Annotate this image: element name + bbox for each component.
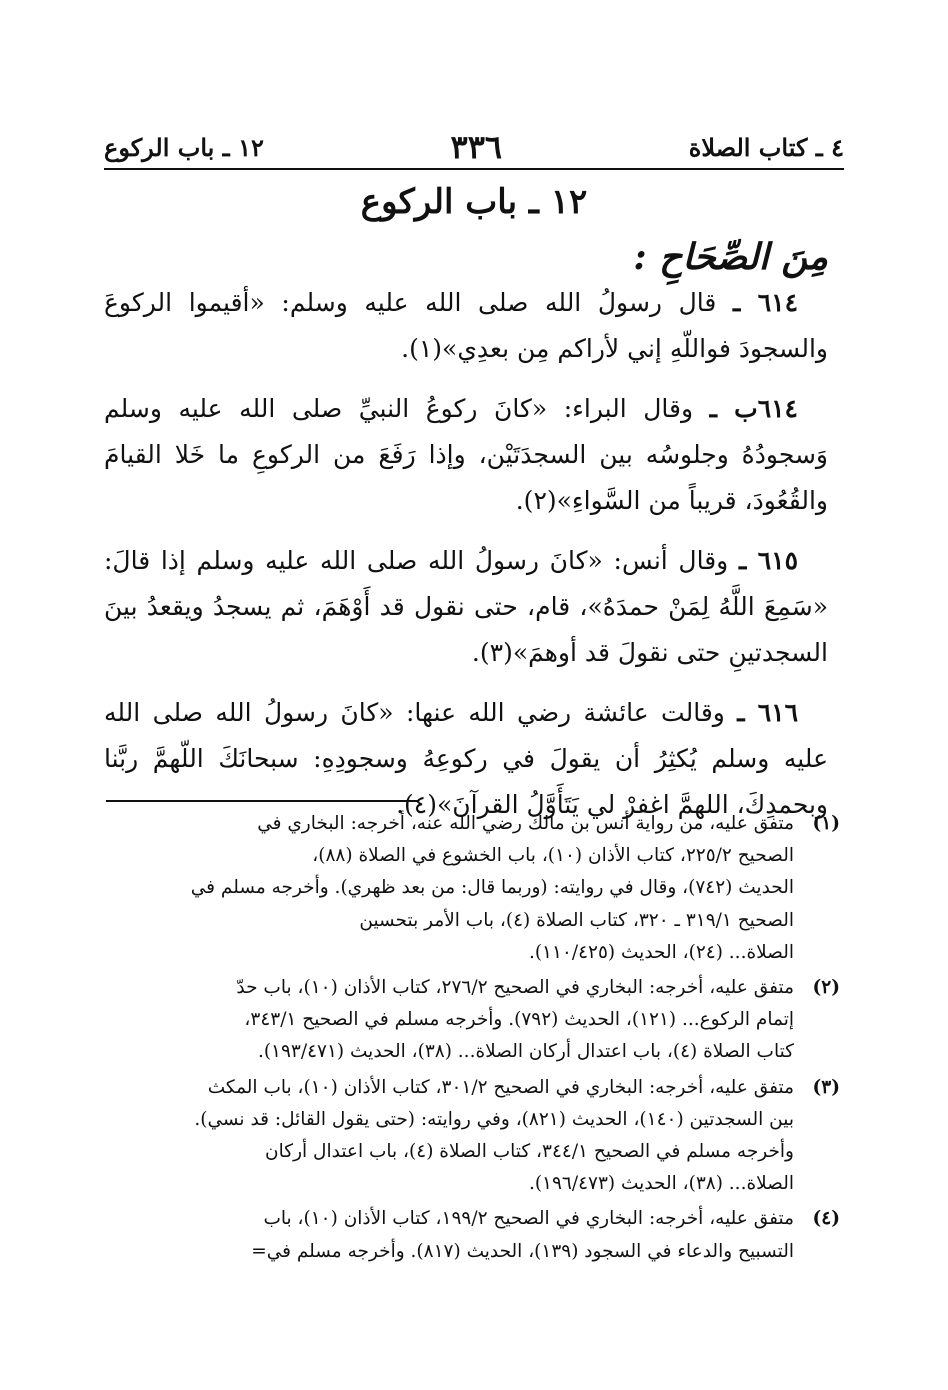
footnote-mark: (٣) [812,1076,840,1098]
footnotes [104,808,840,1271]
footnote [104,808,840,969]
footnote-separator [106,800,418,802]
hadith-number: ٦١٤ب ـ [709,394,798,423]
section-label: مِنَ الصِّحَاحِ : [633,236,828,278]
footnote-line: متفق عليه، من رواية أنس بن مالك رضي الله عنه، أخرجه: البخاري في [257,813,794,834]
running-header [104,128,844,170]
footnote-line: بين السجدتين (١٤٠)، الحديث (٨٢١)، وفي روايته: (حتى يقول القائل: قد نسي). [194,1108,794,1130]
header-chapter-title: ١٢ ـ باب الركوع [104,133,264,162]
footnote-mark: (٤) [812,1208,840,1230]
hadith-number: ٦١٥ ـ [738,546,799,575]
footnote-body [104,808,794,969]
hadith-text: وقالت عائشة رضي الله عنها: «كانَ رسولُ الله صلى الله عليه وسلم يُكثِرُ أن يقولَ في ركوعِهُ وسجودِهِ: سبحانَكَ اللّهمَّ ربَّنا وبحمدِكَ، اللهمَّ اغفرْ لي يَتَأَوَّلُ القرآنَ»(٤). [104,698,828,819]
header-book-title: ٤ ـ كتاب الصلاة [688,133,844,162]
footnote-line: التسبيح والدعاء في السجود (١٣٩)، الحديث (٨١٧). وأخرجه مسلم في= [251,1240,794,1262]
footnote-body [104,972,794,1069]
hadith-text: وقال أنس: «كانَ رسولُ الله صلى الله عليه وسلم إذا قالَ: «سَمِعَ اللَّهُ لِمَنْ حمدَهُ»، قام، حتى نقول قد أَوْهَمَ، ثم يسجدُ ويقعدُ بينَ السجدتينِ حتى نقولَ قد أوهمَ»(٣). [104,546,828,667]
page-number: ٣٣٦ [450,128,503,166]
footnote-line: الصلاة... (٣٨)، الحديث (١٩٦/٤٧٣). [528,1173,794,1195]
hadith-number: ٦١٤ ـ [733,288,799,317]
footnote-body [104,1072,794,1201]
footnote-line: وأخرجه مسلم في الصحيح ٣٤٤/١، كتاب الصلاة (٤)، باب اعتدال أركان [265,1141,794,1163]
hadith-text: وقال البراء: «كانَ ركوعُ النبيِّ صلى الله عليه وسلم وَسجودُهُ وجلوسُه بين السجدَتَيْن، وإذا رَفَعَ من الركوعِ ما خَلا القيامَ والقُعُودَ، قريباً من السَّواءِ»(٢). [104,394,828,515]
footnote-line: متفق عليه، أخرجه: البخاري في الصحيح ٣٠١/٢، كتاب الأذان (١٠)، باب المكث [207,1076,794,1098]
footnote-body [104,1203,794,1267]
footnote-line: كتاب الصلاة (٤)، باب اعتدال أركان الصلاة... (٣٨)، الحديث (١٩٣/٤٧١). [257,1041,794,1063]
footnote-line: الصلاة... (٢٤)، الحديث (١١٠/٤٢٥). [528,941,794,963]
hadith-paragraph [104,386,828,524]
hadith-text: قال رسولُ الله صلى الله عليه وسلم: «أقيموا الركوعَ والسجودَ فواللّهِ إني لأراكم مِن بعدِي»(١). [104,288,828,363]
footnote-line: الحديث (٧٤٢)، وقال في روايته: (وربما قال: من بعد ظهري). وأخرجه مسلم في [190,877,794,899]
footnote-line: متفق عليه، أخرجه: البخاري في الصحيح ١٩٩/٢، كتاب الأذان (١٠)، باب [263,1208,794,1230]
footnote [104,972,840,1069]
footnote-mark: (١) [812,813,840,834]
footnote [104,1203,840,1267]
chapter-title: ١٢ ـ باب الركوع [360,182,588,222]
hadith-paragraph [104,538,828,676]
footnote [104,1072,840,1201]
footnote-line: الصحيح ٢٢٥/٢، كتاب الأذان (١٠)، باب الخشوع في الصلاة (٨٨)، [312,845,794,867]
footnote-line: متفق عليه، أخرجه: البخاري في الصحيح ٢٧٦/٢، كتاب الأذان (١٠)، باب حدّ [236,977,794,999]
hadith-paragraph [104,280,828,372]
main-text [104,280,828,842]
hadith-number: ٦١٦ ـ [737,698,799,727]
footnote-mark: (٢) [812,977,840,999]
footnote-line: الصحيح ٣١٩/١ ـ ٣٢٠، كتاب الصلاة (٤)، باب الأمر بتحسين [359,909,794,931]
footnote-line: إتمام الركوع... (١٢١)، الحديث (٧٩٢). وأخرجه مسلم في الصحيح ٣٤٣/١، [244,1009,794,1031]
